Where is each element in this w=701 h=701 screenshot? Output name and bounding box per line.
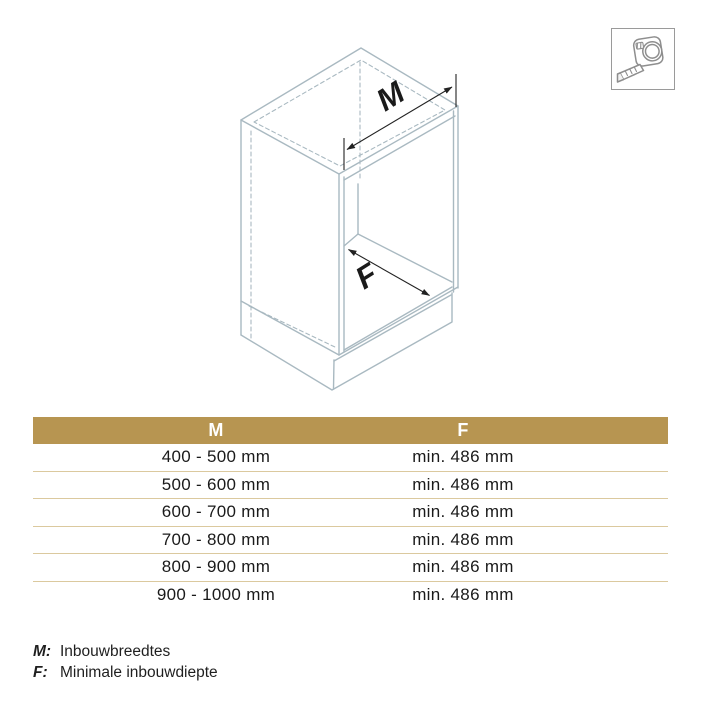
legend-item-f bbox=[33, 662, 218, 683]
legend-text-f: Minimale inbouwdiepte bbox=[60, 664, 218, 681]
table-row bbox=[33, 527, 668, 555]
cabinet-outline bbox=[241, 48, 458, 390]
cell-width-range: 400 - 500 mm bbox=[161, 447, 271, 467]
cell-width-range: 900 - 1000 mm bbox=[156, 585, 276, 605]
legend-key-f: F: bbox=[33, 664, 48, 681]
table-row bbox=[33, 499, 668, 527]
dimension-label-f: F bbox=[349, 256, 384, 296]
cell-min-depth: min. 486 mm bbox=[412, 502, 514, 522]
table-row bbox=[33, 472, 668, 500]
cell-min-depth: min. 486 mm bbox=[412, 447, 514, 467]
legend-key-m: M: bbox=[33, 643, 52, 660]
legend-text-m: Inbouwbreedtes bbox=[60, 643, 171, 660]
table-row bbox=[33, 582, 668, 610]
cell-width-range: 800 - 900 mm bbox=[161, 557, 271, 577]
cell-min-depth: min. 486 mm bbox=[412, 529, 514, 549]
dimension-table bbox=[33, 417, 668, 609]
cell-width-range: 700 - 800 mm bbox=[161, 529, 271, 549]
cell-min-depth: min. 486 mm bbox=[412, 585, 514, 605]
table-row bbox=[33, 554, 668, 582]
cell-width-range: 600 - 700 mm bbox=[161, 502, 271, 522]
legend bbox=[33, 641, 218, 683]
cell-width-range: 500 - 600 mm bbox=[161, 474, 271, 494]
dimension-label-m: M bbox=[370, 74, 411, 118]
column-header-m: M bbox=[208, 420, 224, 440]
cell-min-depth: min. 486 mm bbox=[412, 474, 514, 494]
tape-measure-icon bbox=[612, 29, 674, 89]
table-header bbox=[33, 417, 668, 444]
table-row bbox=[33, 444, 668, 472]
legend-item-m bbox=[33, 641, 218, 662]
tape-measure-icon-box bbox=[611, 28, 675, 90]
cell-min-depth: min. 486 mm bbox=[412, 557, 514, 577]
column-header-f: F bbox=[457, 420, 469, 440]
